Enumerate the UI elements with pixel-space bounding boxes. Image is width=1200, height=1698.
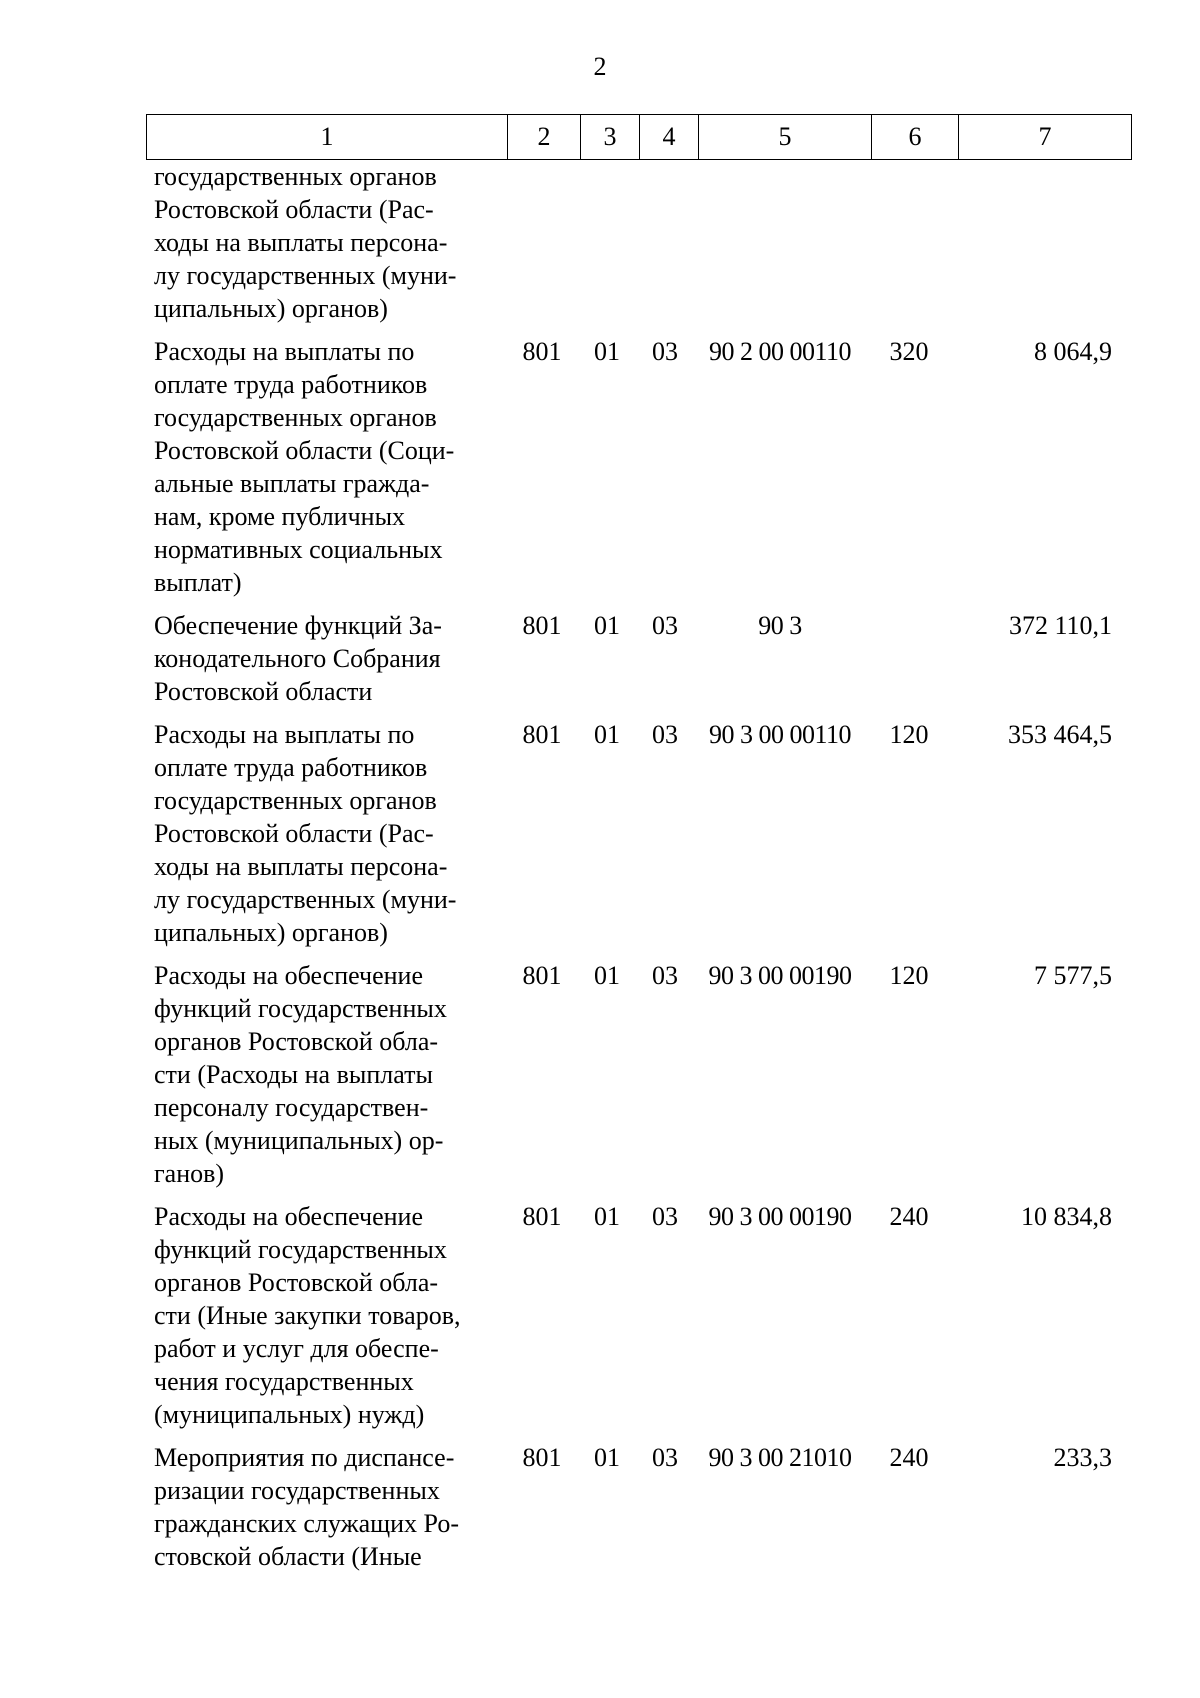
column-number-header: [146, 114, 1132, 160]
table-row: [146, 609, 1124, 708]
expense-type-code: 120: [889, 720, 929, 749]
subsection-code: 03: [652, 611, 678, 640]
subsection-code: 03: [652, 961, 678, 990]
table-row: [146, 1441, 1124, 1573]
table-row: [146, 1200, 1124, 1431]
target-article-code: 90 3 00 00110: [708, 720, 852, 749]
column-header-6: 6: [872, 115, 959, 160]
ministry-code: 801: [522, 1202, 562, 1231]
ministry-code: 801: [522, 961, 562, 990]
table-row: [146, 160, 1124, 325]
target-article-code: 90 3: [758, 611, 802, 640]
ministry-code: 801: [522, 720, 562, 749]
expense-type-code: 320: [889, 337, 929, 366]
row-description: Расходы на выплаты по оплате труда работников государственных органов Ростовской области (Рас- ходы на выплаты персона- лу государственных (муни- ципальных) органов): [154, 720, 457, 947]
section-code: 01: [594, 720, 620, 749]
amount: 372 110,1: [1008, 611, 1112, 640]
subsection-code: 03: [652, 1202, 678, 1231]
amount: 233,3: [1053, 1443, 1112, 1472]
expense-type-code: 240: [889, 1443, 929, 1472]
amount: 353 464,5: [1008, 720, 1112, 749]
column-header-7: 7: [959, 115, 1132, 160]
ministry-code: 801: [522, 337, 562, 366]
column-header-4: 4: [640, 115, 699, 160]
row-description: Расходы на выплаты по оплате труда работников государственных органов Ростовской области (Соци- альные выплаты гражда- нам, кроме публичных нормативных социальных выплат): [154, 337, 455, 597]
target-article-code: 90 3 00 00190: [708, 1202, 852, 1231]
subsection-code: 03: [652, 337, 678, 366]
ministry-code: 801: [522, 1443, 562, 1472]
section-code: 01: [594, 1443, 620, 1472]
amount: 10 834,8: [1021, 1202, 1112, 1231]
table-row: [146, 718, 1124, 949]
section-code: 01: [594, 961, 620, 990]
column-header-1: 1: [147, 115, 508, 160]
budget-table-body: [146, 160, 1124, 1573]
subsection-code: 03: [652, 720, 678, 749]
amount: 7 577,5: [1034, 961, 1112, 990]
column-header-2: 2: [508, 115, 581, 160]
table-row: [146, 959, 1124, 1190]
subsection-code: 03: [652, 1443, 678, 1472]
row-description: государственных органов Ростовской области (Рас- ходы на выплаты персона- лу государственных (муни- ципальных) органов): [154, 162, 457, 323]
column-header-3: 3: [581, 115, 640, 160]
expense-type-code: 120: [889, 961, 929, 990]
section-code: 01: [594, 1202, 620, 1231]
target-article-code: 90 3 00 21010: [708, 1443, 852, 1472]
ministry-code: 801: [522, 611, 562, 640]
expense-type-code: 240: [889, 1202, 929, 1231]
target-article-code: 90 3 00 00190: [708, 961, 852, 990]
row-description: Расходы на обеспечение функций государственных органов Ростовской обла- сти (Расходы на выплаты персоналу государствен- ных (муниципальных) ор- ганов): [154, 961, 447, 1188]
target-article-code: 90 2 00 00110: [708, 337, 852, 366]
row-description: Обеспечение функций За- конодательного Собрания Ростовской области: [154, 611, 442, 706]
page-number: 2: [593, 52, 607, 81]
column-header-5: 5: [699, 115, 872, 160]
amount: 8 064,9: [1034, 337, 1112, 366]
section-code: 01: [594, 337, 620, 366]
section-code: 01: [594, 611, 620, 640]
table-row: [146, 335, 1124, 599]
row-description: Расходы на обеспечение функций государственных органов Ростовской обла- сти (Иные закупки товаров, работ и услуг для обеспе- чения государственных (муниципальных) нужд): [154, 1202, 461, 1429]
row-description: Мероприятия по диспансе- ризации государственных гражданских служащих Ро- стовской области (Иные: [154, 1443, 460, 1571]
